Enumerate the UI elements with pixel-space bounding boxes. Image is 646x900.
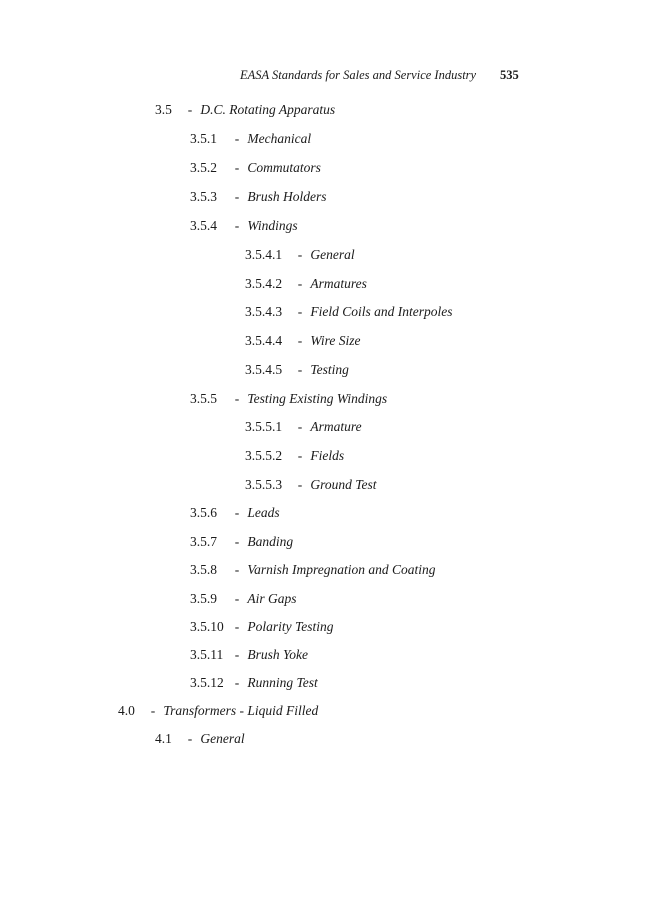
toc-entry bbox=[245, 304, 453, 320]
toc-entry bbox=[190, 189, 327, 205]
toc-entry-title: Varnish Impregnation and Coating bbox=[247, 562, 436, 577]
toc-entry-number: 3.5.12 bbox=[190, 675, 224, 690]
toc-entry-number: 3.5.5 bbox=[190, 391, 217, 406]
toc-entry-number: 3.5.7 bbox=[190, 534, 217, 549]
toc-entry bbox=[155, 731, 245, 747]
page-number: 535 bbox=[500, 68, 519, 82]
toc-entry bbox=[190, 391, 387, 407]
toc-entry-dash: - bbox=[297, 419, 303, 434]
toc-entry-dash: - bbox=[234, 505, 240, 520]
toc-entry-number: 3.5 bbox=[155, 102, 172, 117]
toc-entry bbox=[190, 647, 308, 663]
toc-entry-dash: - bbox=[297, 276, 303, 291]
toc-entry-dash: - bbox=[234, 391, 240, 406]
toc-entry-dash: - bbox=[234, 534, 240, 549]
toc-entry-title: General bbox=[200, 731, 245, 746]
toc-entry bbox=[190, 591, 297, 607]
toc-entry bbox=[245, 448, 344, 464]
toc-entry-title: Armatures bbox=[310, 276, 367, 291]
toc-entry-title: Leads bbox=[247, 505, 280, 520]
toc-entry-number: 3.5.3 bbox=[190, 189, 217, 204]
toc-entry-title: Ground Test bbox=[310, 477, 377, 492]
toc-entry-dash: - bbox=[297, 477, 303, 492]
header-title: EASA Standards for Sales and Service Industry bbox=[240, 68, 477, 82]
toc-entry bbox=[190, 534, 293, 550]
toc-entry-dash: - bbox=[234, 189, 240, 204]
toc-entry bbox=[118, 703, 318, 719]
toc-entry bbox=[245, 362, 349, 378]
toc-entry-number: 3.5.8 bbox=[190, 562, 217, 577]
toc-entry-number: 3.5.1 bbox=[190, 131, 217, 146]
toc-entry-title: General bbox=[310, 247, 355, 262]
toc-entry bbox=[245, 333, 361, 349]
toc-entry-title: Armature bbox=[310, 419, 362, 434]
toc-entry-title: Polarity Testing bbox=[247, 619, 334, 634]
toc-entry-number: 3.5.4.5 bbox=[245, 362, 283, 377]
toc-entry-title: Transformers - Liquid Filled bbox=[163, 703, 319, 718]
toc-entry-number: 3.5.9 bbox=[190, 591, 217, 606]
toc-entry-dash: - bbox=[187, 731, 193, 746]
toc-entry-title: D.C. Rotating Apparatus bbox=[200, 102, 336, 117]
toc-entry-dash: - bbox=[297, 247, 303, 262]
toc-entry-number: 3.5.10 bbox=[190, 619, 224, 634]
toc-entry-title: Running Test bbox=[247, 675, 318, 690]
toc-entry bbox=[245, 419, 362, 435]
toc-entry-title: Testing bbox=[310, 362, 349, 377]
toc-entry-dash: - bbox=[297, 448, 303, 463]
toc-entry-number: 4.1 bbox=[155, 731, 172, 746]
toc-entry bbox=[190, 505, 280, 521]
toc-entry-number: 3.5.4.4 bbox=[245, 333, 283, 348]
toc-entry-number: 3.5.5.1 bbox=[245, 419, 283, 434]
toc-entry bbox=[190, 562, 436, 578]
toc-entry-number: 3.5.11 bbox=[190, 647, 224, 662]
toc-entry-dash: - bbox=[234, 131, 240, 146]
toc-entry-number: 3.5.5.2 bbox=[245, 448, 283, 463]
running-header bbox=[240, 68, 519, 83]
toc-entry-dash: - bbox=[187, 102, 193, 117]
toc-entry-dash: - bbox=[234, 619, 240, 634]
toc-entry-title: Field Coils and Interpoles bbox=[310, 304, 453, 319]
toc-entry-dash: - bbox=[150, 703, 156, 718]
toc-entry-dash: - bbox=[234, 160, 240, 175]
toc-entry-title: Air Gaps bbox=[247, 591, 297, 606]
toc-entry-dash: - bbox=[234, 647, 240, 662]
toc-entry-number: 3.5.5.3 bbox=[245, 477, 283, 492]
toc-entry-number: 3.5.4.3 bbox=[245, 304, 283, 319]
toc-entry bbox=[245, 276, 367, 292]
toc-entry-title: Brush Yoke bbox=[247, 647, 309, 662]
toc-entry-title: Windings bbox=[247, 218, 298, 233]
toc-entry-title: Testing Existing Windings bbox=[247, 391, 388, 406]
toc-entry-dash: - bbox=[234, 562, 240, 577]
toc-entry-title: Wire Size bbox=[310, 333, 361, 348]
toc-entry-title: Fields bbox=[310, 448, 345, 463]
toc-entry-dash: - bbox=[297, 304, 303, 319]
toc-entry-dash: - bbox=[234, 675, 240, 690]
toc-entry bbox=[155, 102, 335, 118]
toc-entry bbox=[245, 477, 377, 493]
toc-entry bbox=[190, 218, 298, 234]
toc-entry-number: 3.5.2 bbox=[190, 160, 217, 175]
toc-entry-number: 3.5.4.1 bbox=[245, 247, 283, 262]
toc-entry-number: 4.0 bbox=[118, 703, 135, 718]
toc-entry-title: Brush Holders bbox=[247, 189, 327, 204]
toc-entry-title: Mechanical bbox=[247, 131, 312, 146]
toc-entry-number: 3.5.4 bbox=[190, 218, 217, 233]
toc-entry bbox=[245, 247, 355, 263]
toc-entry-title: Commutators bbox=[247, 160, 321, 175]
toc-entry bbox=[190, 619, 334, 635]
toc-entry bbox=[190, 131, 311, 147]
toc-entry-dash: - bbox=[234, 591, 240, 606]
toc-entry bbox=[190, 675, 318, 691]
toc-entry-number: 3.5.4.2 bbox=[245, 276, 283, 291]
toc-entry-dash: - bbox=[297, 333, 303, 348]
toc-entry-dash: - bbox=[297, 362, 303, 377]
toc-entry bbox=[190, 160, 321, 176]
toc-entry-number: 3.5.6 bbox=[190, 505, 217, 520]
toc-entry-title: Banding bbox=[247, 534, 294, 549]
toc-entry-dash: - bbox=[234, 218, 240, 233]
